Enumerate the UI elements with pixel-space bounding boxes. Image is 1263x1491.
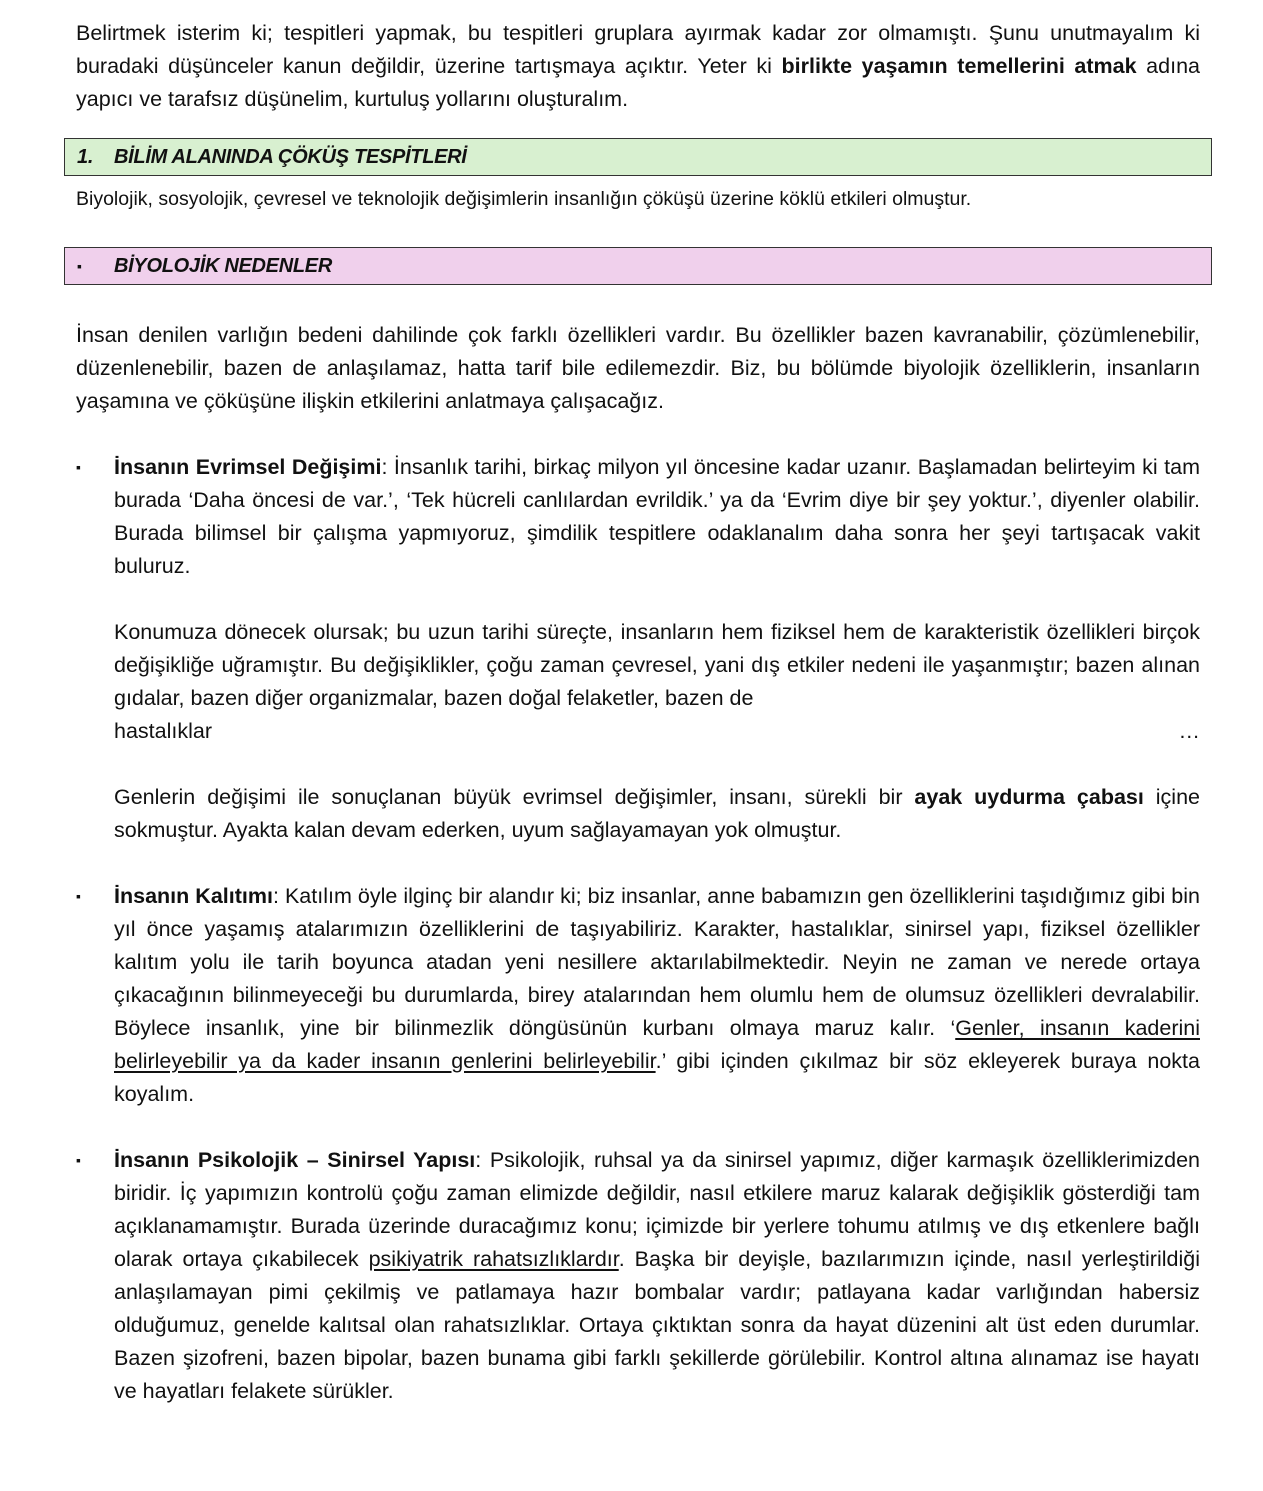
item-paragraph — [114, 880, 1200, 1111]
item-text: . Başka bir deyişle, bazılarımızın içinde, nasıl yerleştirildiği anlaşılamayan pimi çekilmiş ve patlamaya hazır bombalar vardır; patlayana kadar varlığından habersiz olduğumuz, genelde kalıtsal olan rahatsızlıklar. Ortaya çıktıktan sonra da hayat düzenini alt üst eden durumlar. Bazen şizofreni, bazen bipolar, bazen bunama gibi farklı şekillerde görülebilir. Kontrol altına alınamaz ise hayatı ve hayatları felakete sürükler. — [114, 1247, 1200, 1403]
intro-text-end: adına yapıcı ve tarafsız düşünelim, kurtuluş yollarını oluşturalım. — [76, 54, 1200, 111]
list-item-evolution — [76, 451, 1200, 847]
ellipsis: … — [1178, 719, 1200, 743]
item-paragraph — [114, 781, 1200, 847]
item-text: : Psikolojik, ruhsal ya da sinirsel yapımız, diğer karmaşık özelliklerimizden biridir. İç yapımızın kontrolü çoğu zaman elimizde değildir, nasıl etkilere maruz kalarak değişiklik gösterdiği tam açıklanamamıştır. Burada üzerinde duracağımız konu; içimizde bir yerlere tohumu atılmış ve dış etkenlere bağlı olarak ortaya çıkabilecek — [114, 1148, 1201, 1271]
list-item-content — [114, 451, 1200, 847]
list-item-content — [114, 880, 1200, 1111]
document-page — [76, 17, 1200, 1408]
square-bullet-icon: ▪ — [76, 1152, 81, 1168]
square-bullet-icon: ▪ — [76, 459, 81, 475]
item-text: Genlerin değişimi ile sonuçlanan büyük evrimsel değişimler, insanı, sürekli bir — [114, 785, 915, 809]
item-paragraph — [114, 616, 1200, 748]
subsection-paragraph: İnsan denilen varlığın bedeni dahilinde çok farklı özellikleri vardır. Bu özellikler bazen kavranabilir, çözümlenebilir, düzenlenebilir, bazen de anlaşılamaz, hatta tarif bile edilemezdir. Biz, bu bölümde biyolojik özelliklerin, insanların yaşamına ve çöküşüne ilişkin etkilerini anlatmaya çalışacağız. — [76, 323, 1200, 413]
item-term: İnsanın Kalıtımı — [114, 884, 273, 908]
intro-bold-phrase: birlikte yaşamın temellerini atmak — [781, 54, 1137, 78]
section-number: 1. — [77, 145, 94, 168]
square-bullet-icon: ▪ — [77, 257, 82, 274]
square-bullet-icon: ▪ — [76, 888, 81, 904]
section-description: Biyolojik, sosyolojik, çevresel ve teknolojik değişimlerin insanlığın çöküşü üzerine köklü etkileri olmuştur. — [76, 188, 972, 210]
item-underlined-phrase: psikiyatrik rahatsızlıklardır — [368, 1247, 619, 1271]
item-text: Konumuza dönecek olursak; bu uzun tarihi süreçte, insanların hem fiziksel hem de karakteristik özellikleri birçok değişikliğe uğramıştır. Bu değişiklikler, çoğu zaman çevresel, yani dış etkiler nedeni ile yaşanmıştır; bazen alınan gıdalar, bazen diğer organizmalar, bazen doğal felaketler, bazen de — [114, 620, 1200, 710]
list-item-psychology — [76, 1144, 1200, 1408]
list-item-content — [114, 1144, 1200, 1408]
item-underlined-quote: Genler, insanın kaderini belirleyebilir ya da kader insanın genlerini belirleyebilir — [114, 1016, 1200, 1073]
intro-paragraph — [76, 17, 1200, 116]
section-title: BİLİM ALANINDA ÇÖKÜŞ TESPİTLERİ — [114, 145, 467, 168]
item-last-line — [114, 715, 1200, 748]
item-text: hastalıklar — [114, 719, 212, 743]
item-text: : Katılım öyle ilginç bir alandır ki; biz insanlar, anne babamızın gen özelliklerini taşıdığımız gibi bin yıl önce yaşamış atalarımızın özelliklerini de taşıyabiliriz. Karakter, hastalıklar, sinirsel yapı, fiziksel özellikler kalıtım yolu ile tarih boyunca atadan yeni nesillere aktarılabilmektedir. Neyin ne zaman ve nerede ortaya çıkacağının bilinmeyeceği bu durumlarda, birey atalarından hem olumlu hem de olumsuz özellikleri devralabilir. Böylece insanlık, yine bir bilinmezlik döngüsünün kurbanı olmaya maruz kalır. ‘ — [114, 884, 1200, 1040]
item-text: içine sokmuştur. Ayakta kalan devam ederken, uyum sağlayamayan yok olmuştur. — [114, 785, 1200, 842]
item-bold-phrase: ayak uydurma çabası — [914, 785, 1144, 809]
item-paragraph — [114, 451, 1200, 583]
item-text: .’ gibi içinden çıkılmaz bir söz ekleyerek buraya nokta koyalım. — [114, 1049, 1200, 1106]
section-heading — [64, 138, 1212, 176]
item-paragraph — [114, 1144, 1200, 1408]
item-term: İnsanın Evrimsel Değişimi — [114, 455, 382, 479]
list-item-heredity — [76, 880, 1200, 1111]
intro-text: Belirtmek isterim ki; tespitleri yapmak, bu tespitleri gruplara ayırmak kadar zor olmamıştı. Şunu unutmayalım ki buradaki düşünceler kanun değildir, üzerine tartışmaya açıktır. Yeter ki — [76, 21, 1200, 78]
subsection-title: BİYOLOJİK NEDENLER — [114, 254, 332, 277]
item-text: : İnsanlık tarihi, birkaç milyon yıl öncesine kadar uzanır. Başlamadan belirteyim ki tam burada ‘Daha öncesi de var.’, ‘Tek hücreli canlılardan evrildik.’ ya da ‘Evrim diye bir şey yoktur.’, diyenler olabilir. Burada bilimsel bir çalışma yapmıyoruz, şimdilik tespitlere odaklanalım daha sonra her şeyi tartışacak vakit buluruz. — [114, 455, 1200, 578]
item-term: İnsanın Psikolojik – Sinirsel Yapısı — [114, 1148, 476, 1172]
subsection-heading — [64, 247, 1212, 285]
